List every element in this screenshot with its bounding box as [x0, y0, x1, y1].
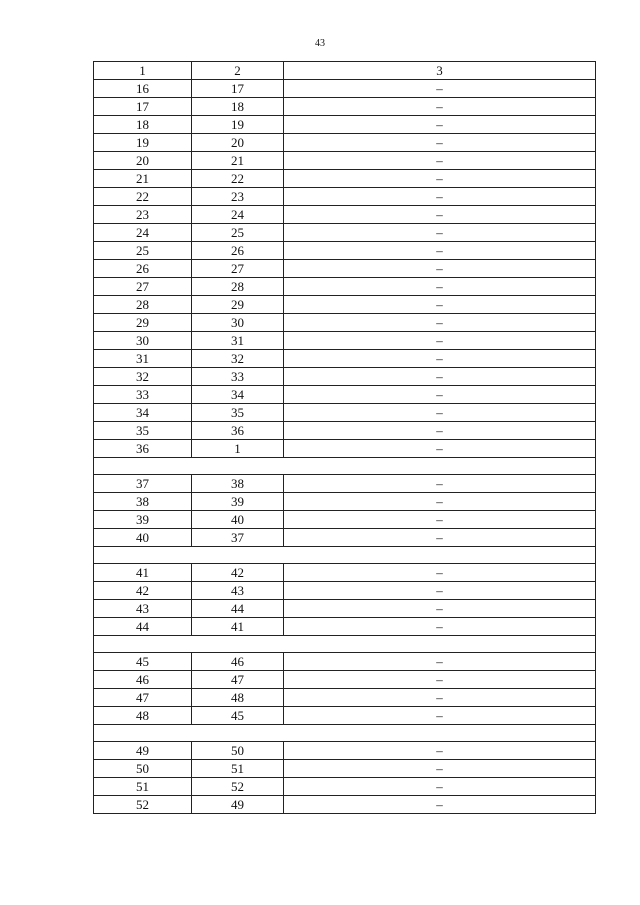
- table-cell: 47: [94, 689, 192, 707]
- table-row: [94, 152, 596, 170]
- table-cell: 42: [192, 564, 284, 582]
- table-cell: 17: [94, 98, 192, 116]
- data-table: [93, 61, 596, 814]
- group-separator-row: [94, 547, 596, 564]
- table-cell: 46: [192, 653, 284, 671]
- table-cell: 25: [192, 224, 284, 242]
- table-row: [94, 440, 596, 458]
- table-cell: –: [284, 422, 596, 440]
- table-cell: –: [284, 671, 596, 689]
- table-cell: 44: [94, 618, 192, 636]
- table-row: [94, 778, 596, 796]
- table-cell: 32: [192, 350, 284, 368]
- table-row: [94, 116, 596, 134]
- table-cell: 34: [192, 386, 284, 404]
- separator-cell: [94, 547, 596, 564]
- table-cell: –: [284, 260, 596, 278]
- table-cell: 22: [192, 170, 284, 188]
- table-cell: –: [284, 350, 596, 368]
- table-cell: –: [284, 440, 596, 458]
- table-cell: 50: [192, 742, 284, 760]
- table-cell: –: [284, 314, 596, 332]
- table-row: [94, 350, 596, 368]
- table-cell: –: [284, 475, 596, 493]
- table-row: [94, 134, 596, 152]
- table-body: [94, 62, 596, 814]
- table-cell: –: [284, 564, 596, 582]
- table-cell: 18: [94, 116, 192, 134]
- header-cell-2: 2: [192, 62, 284, 80]
- table-cell: 43: [94, 600, 192, 618]
- table-row: [94, 278, 596, 296]
- table-cell: 46: [94, 671, 192, 689]
- table-cell: 41: [192, 618, 284, 636]
- separator-cell: [94, 636, 596, 653]
- table-row: [94, 707, 596, 725]
- table-cell: 30: [94, 332, 192, 350]
- table-cell: –: [284, 80, 596, 98]
- table-cell: 19: [94, 134, 192, 152]
- table-cell: 1: [192, 440, 284, 458]
- table-cell: –: [284, 368, 596, 386]
- table-cell: 23: [94, 206, 192, 224]
- table-cell: 29: [192, 296, 284, 314]
- separator-cell: [94, 725, 596, 742]
- table-cell: 36: [94, 440, 192, 458]
- table-row: [94, 80, 596, 98]
- table-cell: 51: [192, 760, 284, 778]
- table-cell: –: [284, 224, 596, 242]
- table-cell: 21: [94, 170, 192, 188]
- table-row: [94, 671, 596, 689]
- table-cell: 45: [192, 707, 284, 725]
- table-cell: –: [284, 386, 596, 404]
- table-cell: –: [284, 529, 596, 547]
- table-cell: 36: [192, 422, 284, 440]
- table-cell: 30: [192, 314, 284, 332]
- table-cell: 39: [192, 493, 284, 511]
- table-row: [94, 529, 596, 547]
- table-cell: –: [284, 206, 596, 224]
- table-cell: –: [284, 404, 596, 422]
- table-cell: –: [284, 242, 596, 260]
- table-cell: 17: [192, 80, 284, 98]
- table-cell: 28: [94, 296, 192, 314]
- table-cell: 26: [192, 242, 284, 260]
- table-cell: 45: [94, 653, 192, 671]
- table-row: [94, 404, 596, 422]
- table-row: [94, 796, 596, 814]
- table-row: [94, 314, 596, 332]
- table-cell: –: [284, 760, 596, 778]
- table-row: [94, 582, 596, 600]
- table-cell: –: [284, 278, 596, 296]
- table-cell: 31: [192, 332, 284, 350]
- table-row: [94, 188, 596, 206]
- table-cell: 50: [94, 760, 192, 778]
- table-cell: –: [284, 653, 596, 671]
- table-row: [94, 653, 596, 671]
- table-cell: 40: [192, 511, 284, 529]
- page-number: 43: [315, 38, 325, 49]
- table-cell: 52: [94, 796, 192, 814]
- table-cell: 35: [94, 422, 192, 440]
- table-row: [94, 511, 596, 529]
- table-cell: –: [284, 170, 596, 188]
- table-row: [94, 386, 596, 404]
- header-row: [94, 62, 596, 80]
- table-cell: –: [284, 618, 596, 636]
- table-cell: 39: [94, 511, 192, 529]
- table-cell: 28: [192, 278, 284, 296]
- table-row: [94, 760, 596, 778]
- table-row: [94, 224, 596, 242]
- table-row: [94, 564, 596, 582]
- table-cell: 22: [94, 188, 192, 206]
- table-cell: 32: [94, 368, 192, 386]
- group-separator-row: [94, 636, 596, 653]
- table-cell: 26: [94, 260, 192, 278]
- table-row: [94, 170, 596, 188]
- header-cell-1: 1: [94, 62, 192, 80]
- table-cell: 33: [192, 368, 284, 386]
- header-cell-3: 3: [284, 62, 596, 80]
- table-cell: 24: [192, 206, 284, 224]
- table-cell: 49: [192, 796, 284, 814]
- table-cell: 16: [94, 80, 192, 98]
- table-cell: –: [284, 134, 596, 152]
- table-cell: 47: [192, 671, 284, 689]
- table-row: [94, 689, 596, 707]
- table-cell: –: [284, 152, 596, 170]
- table-cell: 31: [94, 350, 192, 368]
- table-cell: –: [284, 742, 596, 760]
- table-cell: –: [284, 332, 596, 350]
- table-cell: 42: [94, 582, 192, 600]
- table-cell: 37: [192, 529, 284, 547]
- table-row: [94, 368, 596, 386]
- table-cell: –: [284, 116, 596, 134]
- table-cell: 38: [192, 475, 284, 493]
- table-cell: 37: [94, 475, 192, 493]
- table-cell: 44: [192, 600, 284, 618]
- table-cell: 23: [192, 188, 284, 206]
- table-row: [94, 422, 596, 440]
- table-cell: 27: [94, 278, 192, 296]
- table-cell: –: [284, 689, 596, 707]
- table-cell: 33: [94, 386, 192, 404]
- group-separator-row: [94, 725, 596, 742]
- table-cell: 41: [94, 564, 192, 582]
- table-cell: –: [284, 296, 596, 314]
- table-cell: 48: [192, 689, 284, 707]
- table-cell: 48: [94, 707, 192, 725]
- table-cell: –: [284, 493, 596, 511]
- table-cell: 29: [94, 314, 192, 332]
- table-cell: 52: [192, 778, 284, 796]
- table-row: [94, 242, 596, 260]
- table-row: [94, 98, 596, 116]
- table-cell: 27: [192, 260, 284, 278]
- table-row: [94, 475, 596, 493]
- group-separator-row: [94, 458, 596, 475]
- table-row: [94, 296, 596, 314]
- table-cell: 40: [94, 529, 192, 547]
- table-cell: 24: [94, 224, 192, 242]
- table-cell: –: [284, 796, 596, 814]
- table-cell: –: [284, 707, 596, 725]
- table-cell: –: [284, 511, 596, 529]
- table-cell: 21: [192, 152, 284, 170]
- separator-cell: [94, 458, 596, 475]
- table-cell: 43: [192, 582, 284, 600]
- table-cell: –: [284, 778, 596, 796]
- table-row: [94, 206, 596, 224]
- table-row: [94, 600, 596, 618]
- table-cell: –: [284, 188, 596, 206]
- table-cell: 20: [192, 134, 284, 152]
- table-cell: –: [284, 582, 596, 600]
- table-cell: 49: [94, 742, 192, 760]
- table-cell: 20: [94, 152, 192, 170]
- table-cell: –: [284, 98, 596, 116]
- table-cell: 35: [192, 404, 284, 422]
- table-cell: 34: [94, 404, 192, 422]
- table-cell: 18: [192, 98, 284, 116]
- table-row: [94, 260, 596, 278]
- table-row: [94, 742, 596, 760]
- table-row: [94, 332, 596, 350]
- table-cell: –: [284, 600, 596, 618]
- table-cell: 51: [94, 778, 192, 796]
- table-cell: 38: [94, 493, 192, 511]
- table-row: [94, 493, 596, 511]
- table-row: [94, 618, 596, 636]
- table-cell: 25: [94, 242, 192, 260]
- table-cell: 19: [192, 116, 284, 134]
